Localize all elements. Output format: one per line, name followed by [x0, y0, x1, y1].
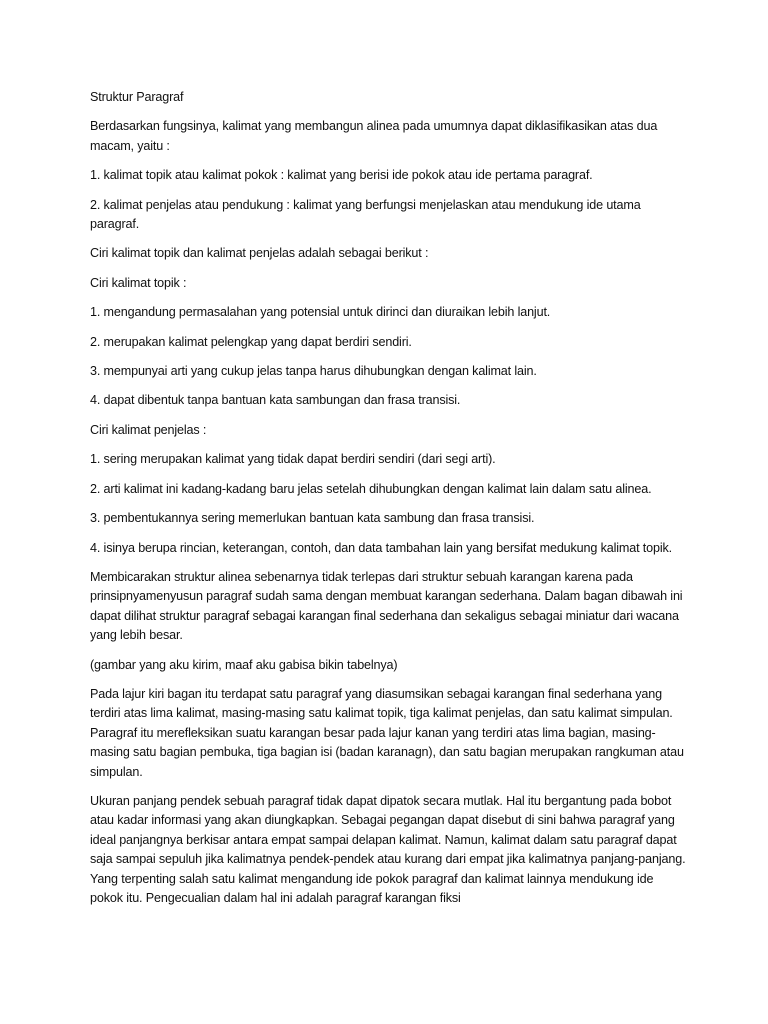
paragraph-item: 2. arti kalimat ini kadang-kadang baru jelas setelah dihubungkan dengan kalimat lain dalam satu alinea.: [90, 481, 652, 496]
paragraph-intro: Berdasarkan fungsinya, kalimat yang membangun alinea pada umumnya dapat diklasifikasikan atas dua macam, yaitu :: [90, 119, 658, 153]
paragraph-item: 1. kalimat topik atau kalimat pokok : kalimat yang berisi ide pokok atau ide pertama paragraf.: [90, 168, 593, 183]
paragraph-note: (gambar yang aku kirim, maaf aku gabisa bikin tabelnya): [90, 657, 398, 672]
section-heading: Ciri kalimat topik :: [90, 275, 187, 290]
paragraph-text: Ciri kalimat topik dan kalimat penjelas adalah sebagai berikut :: [90, 246, 429, 261]
paragraph-item: 3. mempunyai arti yang cukup jelas tanpa harus dihubungkan dengan kalimat lain.: [90, 364, 537, 379]
paragraph-item: 4. isinya berupa rincian, keterangan, contoh, dan data tambahan lain yang bersifat medukung kalimat topik.: [90, 540, 672, 555]
document-body: [90, 88, 688, 908]
paragraph-text: Pada lajur kiri bagan itu terdapat satu paragraf yang diasumsikan sebagai karangan final sederhana yang terdiri atas lima kalimat, masing-masing satu kalimat topik, tiga kalimat penjelas, dan satu kalimat simpulan. Paragraf itu merefleksikan suatu karangan besar pada lajur kanan yang terdiri atas lima bagian, masing-masing satu bagian pembuka, tiga bagian isi (badan karanagn), dan satu bagian merupakan rangkuman atau simpulan.: [90, 686, 684, 779]
paragraph-item: 2. merupakan kalimat pelengkap yang dapat berdiri sendiri.: [90, 334, 412, 349]
paragraph-item: 1. sering merupakan kalimat yang tidak dapat berdiri sendiri (dari segi arti).: [90, 452, 496, 467]
section-heading: Ciri kalimat penjelas :: [90, 422, 207, 437]
paragraph-item: 2. kalimat penjelas atau pendukung : kalimat yang berfungsi menjelaskan atau mendukung ide utama paragraf.: [90, 197, 641, 232]
paragraph-item: 4. dapat dibentuk tanpa bantuan kata sambungan dan frasa transisi.: [90, 393, 461, 408]
paragraph-item: 3. pembentukannya sering memerlukan bantuan kata sambung dan frasa transisi.: [90, 511, 535, 526]
paragraph-item: 1. mengandung permasalahan yang potensial untuk dirinci dan diuraikan lebih lanjut.: [90, 305, 551, 320]
paragraph-text: Membicarakan struktur alinea sebenarnya tidak terlepas dari struktur sebuah karangan karena pada prinsipnyamenyusun paragraf sudah sama dengan membuat karangan sederhana. Dalam bagan dibawah ini dapat dilihat struktur paragraf sebagai karangan final sederhana dan sekaligus sebagai miniatur dari wacana yang lebih besar.: [90, 569, 683, 643]
document-title: Struktur Paragraf: [90, 90, 184, 104]
paragraph-text: Ukuran panjang pendek sebuah paragraf tidak dapat dipatok secara mutlak. Hal itu bergantung pada bobot atau kadar informasi yang akan diungkapkan. Sebagai pegangan dapat disebut di sini bahwa paragraf yang ideal panjangnya berkisar antara empat sampai delapan kalimat. Namun, kalimat dalam satu paragraf dapat saja sampai sepuluh jika kalimatnya pendek-pendek atau kurang dari empat jika kalimatnya panjang-panjang. Yang terpenting salah satu kalimat mengandung ide pokok paragraf dan kalimat lainnya mendukung ide pokok itu. Pengecualian dalam hal ini adalah paragraf karangan fiksi: [90, 793, 686, 905]
